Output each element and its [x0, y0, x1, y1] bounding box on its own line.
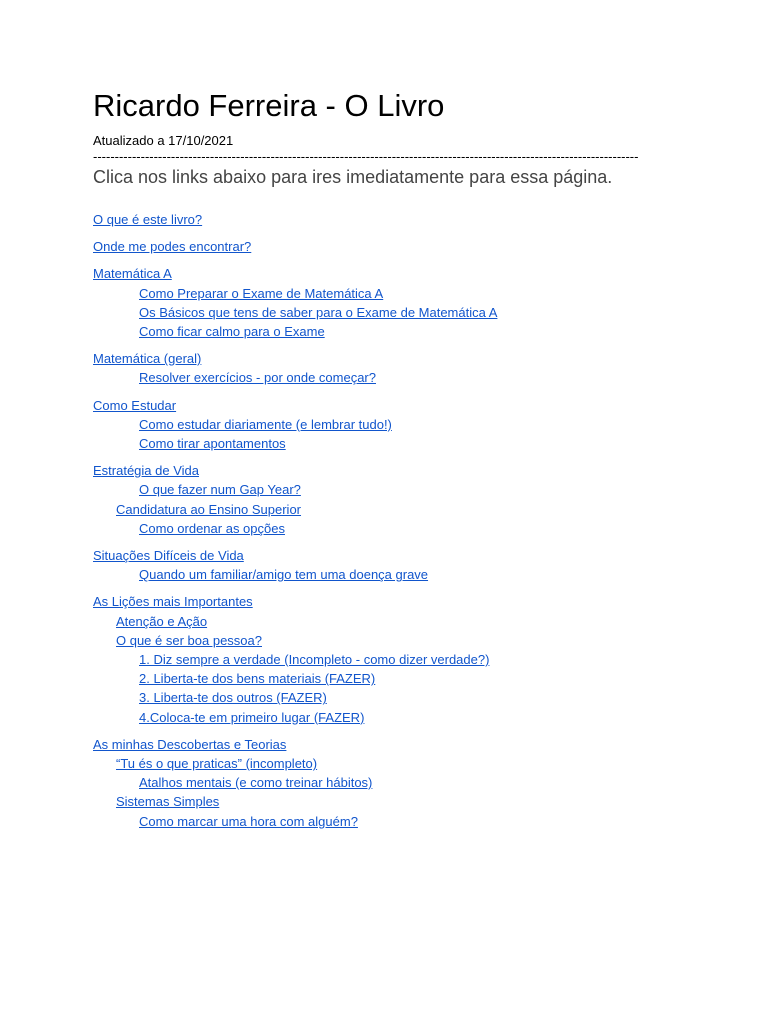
- toc-group: [93, 592, 713, 726]
- toc-link-level-0[interactable]: Estratégia de Vida: [93, 463, 199, 479]
- toc-link-level-2[interactable]: Como estudar diariamente (e lembrar tudo!): [139, 416, 392, 432]
- page-subtitle: Clica nos links abaixo para ires imediatamente para essa página.: [93, 167, 613, 187]
- toc-link-level-1[interactable]: Sistemas Simples: [116, 794, 220, 810]
- toc-link-level-2[interactable]: O que fazer num Gap Year?: [139, 482, 301, 498]
- page-title: Ricardo Ferreira - O Livro: [93, 88, 445, 123]
- toc-link-level-0[interactable]: Matemática A: [93, 266, 172, 282]
- toc-link-level-2[interactable]: 1. Diz sempre a verdade (Incompleto - como dizer verdade?): [139, 652, 490, 668]
- toc-group: [93, 349, 713, 387]
- separator-line: ------------------------------------------------------------------------------------------------------------------------------: [93, 149, 639, 164]
- toc-link-level-2[interactable]: 2. Liberta-te dos bens materiais (FAZER): [139, 671, 376, 687]
- toc-link-level-2[interactable]: Os Básicos que tens de saber para o Exame de Matemática A: [139, 304, 498, 320]
- toc-link-level-2[interactable]: Quando um familiar/amigo tem uma doença grave: [139, 567, 429, 583]
- toc-group: [93, 210, 713, 229]
- toc-link-level-2[interactable]: Resolver exercícios - por onde começar?: [139, 370, 376, 386]
- toc-link-level-0[interactable]: Onde me podes encontrar?: [93, 239, 252, 255]
- table-of-contents: [93, 210, 713, 839]
- toc-link-level-0[interactable]: As Lições mais Importantes: [93, 594, 253, 610]
- toc-link-level-2[interactable]: 4.Coloca-te em primeiro lugar (FAZER): [139, 709, 365, 725]
- toc-group: [93, 735, 713, 831]
- toc-link-level-2[interactable]: Atalhos mentais (e como treinar hábitos): [139, 775, 373, 791]
- toc-link-level-0[interactable]: Como Estudar: [93, 397, 177, 413]
- toc-link-level-1[interactable]: O que é ser boa pessoa?: [116, 632, 262, 648]
- toc-link-level-2[interactable]: Como ordenar as opções: [139, 520, 285, 536]
- toc-link-level-2[interactable]: Como ficar calmo para o Exame: [139, 324, 325, 340]
- toc-group: [93, 396, 713, 454]
- toc-link-level-0[interactable]: Matemática (geral): [93, 351, 202, 367]
- toc-link-level-0[interactable]: As minhas Descobertas e Teorias: [93, 736, 287, 752]
- toc-link-level-2[interactable]: Como Preparar o Exame de Matemática A: [139, 285, 384, 301]
- toc-group: [93, 237, 713, 256]
- toc-link-level-0[interactable]: O que é este livro?: [93, 212, 203, 227]
- updated-date: Atualizado a 17/10/2021: [93, 133, 234, 148]
- toc-link-level-2[interactable]: 3. Liberta-te dos outros (FAZER): [139, 690, 327, 706]
- toc-link-level-1[interactable]: “Tu és o que praticas” (incompleto): [116, 756, 318, 772]
- toc-link-level-1[interactable]: Candidatura ao Ensino Superior: [116, 501, 302, 517]
- toc-link-level-2[interactable]: Como marcar uma hora com alguém?: [139, 813, 358, 829]
- toc-link-level-1[interactable]: Atenção e Ação: [116, 613, 208, 629]
- toc-group: [93, 461, 713, 538]
- toc-link-level-0[interactable]: Situações Difíceis de Vida: [93, 548, 244, 564]
- toc-group: [93, 546, 713, 584]
- toc-group: [93, 264, 713, 341]
- toc-link-level-2[interactable]: Como tirar apontamentos: [139, 436, 286, 452]
